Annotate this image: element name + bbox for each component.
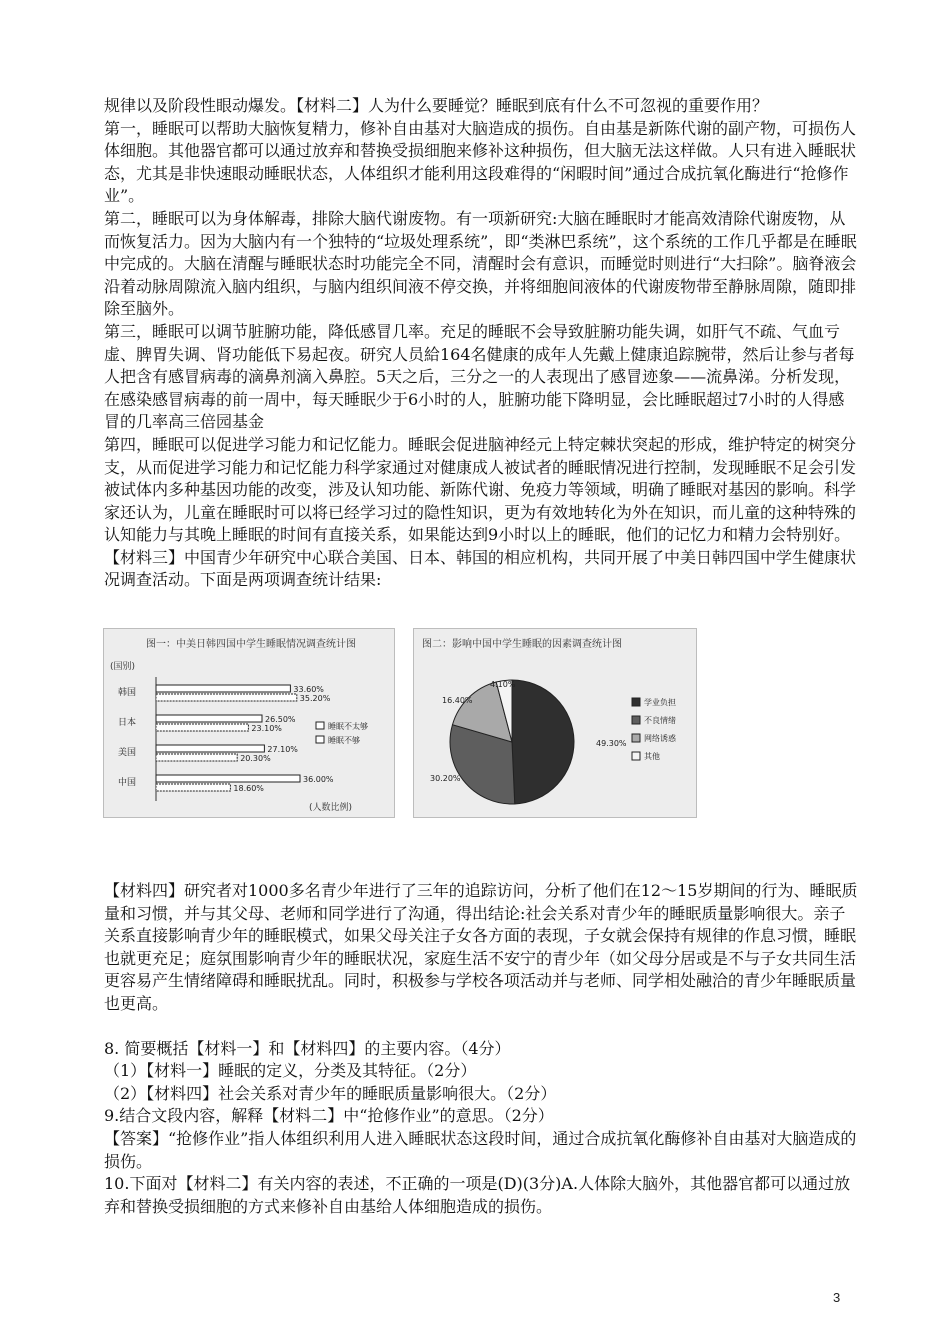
legend-label: 睡眠不够 [328,736,360,745]
bar-value-label: 33.60% [293,685,324,694]
pie-chart-svg [414,629,696,817]
paragraph: 第一，睡眠可以帮助大脑恢复精力，修补自由基对大脑造成的损伤。自由基是新陈代谢的副产物，可损伤人体细胞。其他器官都可以通过放弃和替换受损细胞来修补这种损伤，但大脑无法这样做。人只有进入睡眠状态，尤其是非快速眼动睡眠状态，人体组织才能利用这段难得的“闲暇时间”通过合成抗氧化酶进行“抢修作业”。 [104,118,857,206]
bar-not-quite-enough [156,715,262,722]
category-label: 中国 [118,778,137,788]
bar-value-label: 27.10% [267,745,298,754]
bar-not-quite-enough [156,745,264,752]
slice-value-label: 4.10% [490,680,516,689]
question: 8. 简要概括【材料一】和【材料四】的主要内容。（4分） [104,1038,511,1058]
answer-line: 【答案】“抢修作业”指人体组织利用人进入睡眠状态这段时间，通过合成抗氧化酶修补自由基对大脑造成的损伤。 [104,1128,857,1171]
answer-line: （2）【材料四】社会关系对青少年的睡眠质量影响很大。（2分） [104,1083,557,1103]
bar-not-quite-enough [156,775,300,782]
slice-value-label: 16.40% [442,696,473,705]
category-label: 韩国 [118,688,137,698]
pie-slice-0 [512,680,574,804]
legend-swatch [632,716,640,724]
sleep-survey-bar-chart [103,628,395,818]
slice-value-label: 49.30% [596,739,627,748]
legend-label: 网络诱惑 [644,734,676,743]
legend-swatch [632,698,640,706]
article-body-bottom [104,880,860,1218]
y-axis-label: (国别) [110,662,136,672]
bar-not-quite-enough [156,685,290,692]
paragraph: 第三，睡眠可以调节脏腑功能，降低感冒几率。充足的睡眠不会导致脏腑功能失调，如肝气不疏、气血亏虚、脾胃失调、肾功能低下易起夜。研究人员給164名健康的成年人先戴上健康追踪腕带，然后让参与者每人把含有感冒病毒的滴鼻剂滴入鼻腔。5天之后，三分之一的人表现出了感冒迹象——流鼻涕。分析发现，在感染感冒病毒的前一周中，每天睡眠少于6小时的人，脏腑功能下降明显，会比睡眠超过7小时的人得感冒的几率高三倍园基金 [104,321,855,432]
legend-label: 其他 [644,752,660,761]
answer-line: （1）【材料一】睡眠的定义，分类及其特征。（2分） [104,1061,477,1081]
bar-chart-svg [104,629,394,817]
question: 9.结合文段内容，解释【材料二】中“抢修作业”的意思。（2分） [104,1106,554,1126]
question: 10.下面对【材料二】有关内容的表述，不正确的一项是(D)(3分)A.人体除大脑外，其他器官都可以通过放弃和替换受损细胞的方式来修补自由基给人体细胞造成的损伤。 [104,1174,851,1216]
paragraph: 【材料四】研究者对1000多名青少年进行了三年的追踪访问，分析了他们在12～15岁期间的行为、睡眠质量和习惯，并与其父母、老师和同学进行了沟通，得出结论:社会关系对青少年的睡眠质量影响很大。亲子关系直接影响青少年的睡眠模式，如果父母关注子女各方面的表现，子女就会保持有规律的作息习惯，睡眠也就更充足；庭氛围影响青少年的睡眠状况，家庭生活不安宁的青少年（如父母分居或是不与子女共同生活更容易产生情绪障碍和睡眠扰乱。同时，积极参与学校各项活动并与老师、同学相处融洽的青少年睡眠质量也更高。 [104,881,858,1013]
paragraph: 【材料三】中国青少年研究中心联合美国、日本、韩国的相应机构，共同开展了中美日韩四国中学生健康状况调查活动。下面是两项调查统计结果: [104,547,857,590]
legend-swatch [632,752,640,760]
legend-label: 不良情绪 [644,716,676,725]
legend-label: 睡眠不太够 [328,722,368,731]
bar-value-label: 26.50% [265,715,296,724]
bar-not-enough [156,694,297,701]
bar-value-label: 18.60% [233,784,264,793]
chart-title: 图一：中美日韩四国中学生睡眠情况调查统计图 [146,639,356,650]
paragraph: 规律以及阶段性眼动爆发。【材料二】人为什么要睡觉？睡眠到底有什么不可忽视的重要作用？ [104,96,769,115]
legend-swatch [316,722,324,729]
paragraph: 第二，睡眠可以为身体解毒，排除大脑代谢废物。有一项新研究:大脑在睡眠时才能高效清除代谢废物，从而恢复活力。因为大脑内有一个独特的“垃圾处理系统”，即“类淋巴系统”，这个系统的工作几乎都是在睡眠中完成的。大脑在清醒与睡眠状态时功能完全不同，清醒时会有意识，而睡觉时则进行“大扫除”。脑脊液会沿着动脉周隙流入脑内组织，与脑内组织间液不停交换，并将细胞间液体的代谢废物带至静脉周隙，随即排除至脑外。 [104,208,857,319]
chart-title: 图二：影响中国中学生睡眠的因素调查统计图 [422,639,622,650]
category-label: 日本 [118,718,137,728]
sleep-factors-pie-chart [413,628,697,818]
legend-swatch [632,734,640,742]
bar-value-label: 36.00% [303,775,334,784]
article-body-top [104,95,860,592]
category-label: 美国 [118,748,137,758]
bar-not-enough [156,784,230,791]
bar-value-label: 20.30% [240,754,271,763]
bar-not-enough [156,754,237,761]
bar-value-label: 35.20% [299,694,331,703]
bar-value-label: 23.10% [251,724,282,733]
page-number: 3 [833,1290,841,1305]
slice-value-label: 30.20% [430,774,461,783]
paragraph: 第四，睡眠可以促进学习能力和记忆能力。睡眠会促进脑神经元上特定棘状突起的形成，维护特定的树突分支，从而促进学习能力和记忆能力科学家通过对健康成人被试者的睡眠情况进行控制，发现睡眠不足会引发被试体内多种基因功能的改变，涉及认知功能、新陈代谢、免疫力等领域，明确了睡眠对基因的影响。科学家还认为，儿童在睡眠时可以将已经学习过的隐性知识，更为有效地转化为外在知识，而儿童的这种特殊的认知能力与其晚上睡眠的时间有直接关系，如果能达到9小时以上的睡眠，他们的记忆力和精力会特别好。 [104,434,857,545]
x-axis-label: (人数比例) [309,803,353,813]
legend-swatch [316,736,324,743]
legend-label: 学业负担 [644,698,676,707]
bar-not-enough [156,724,248,731]
